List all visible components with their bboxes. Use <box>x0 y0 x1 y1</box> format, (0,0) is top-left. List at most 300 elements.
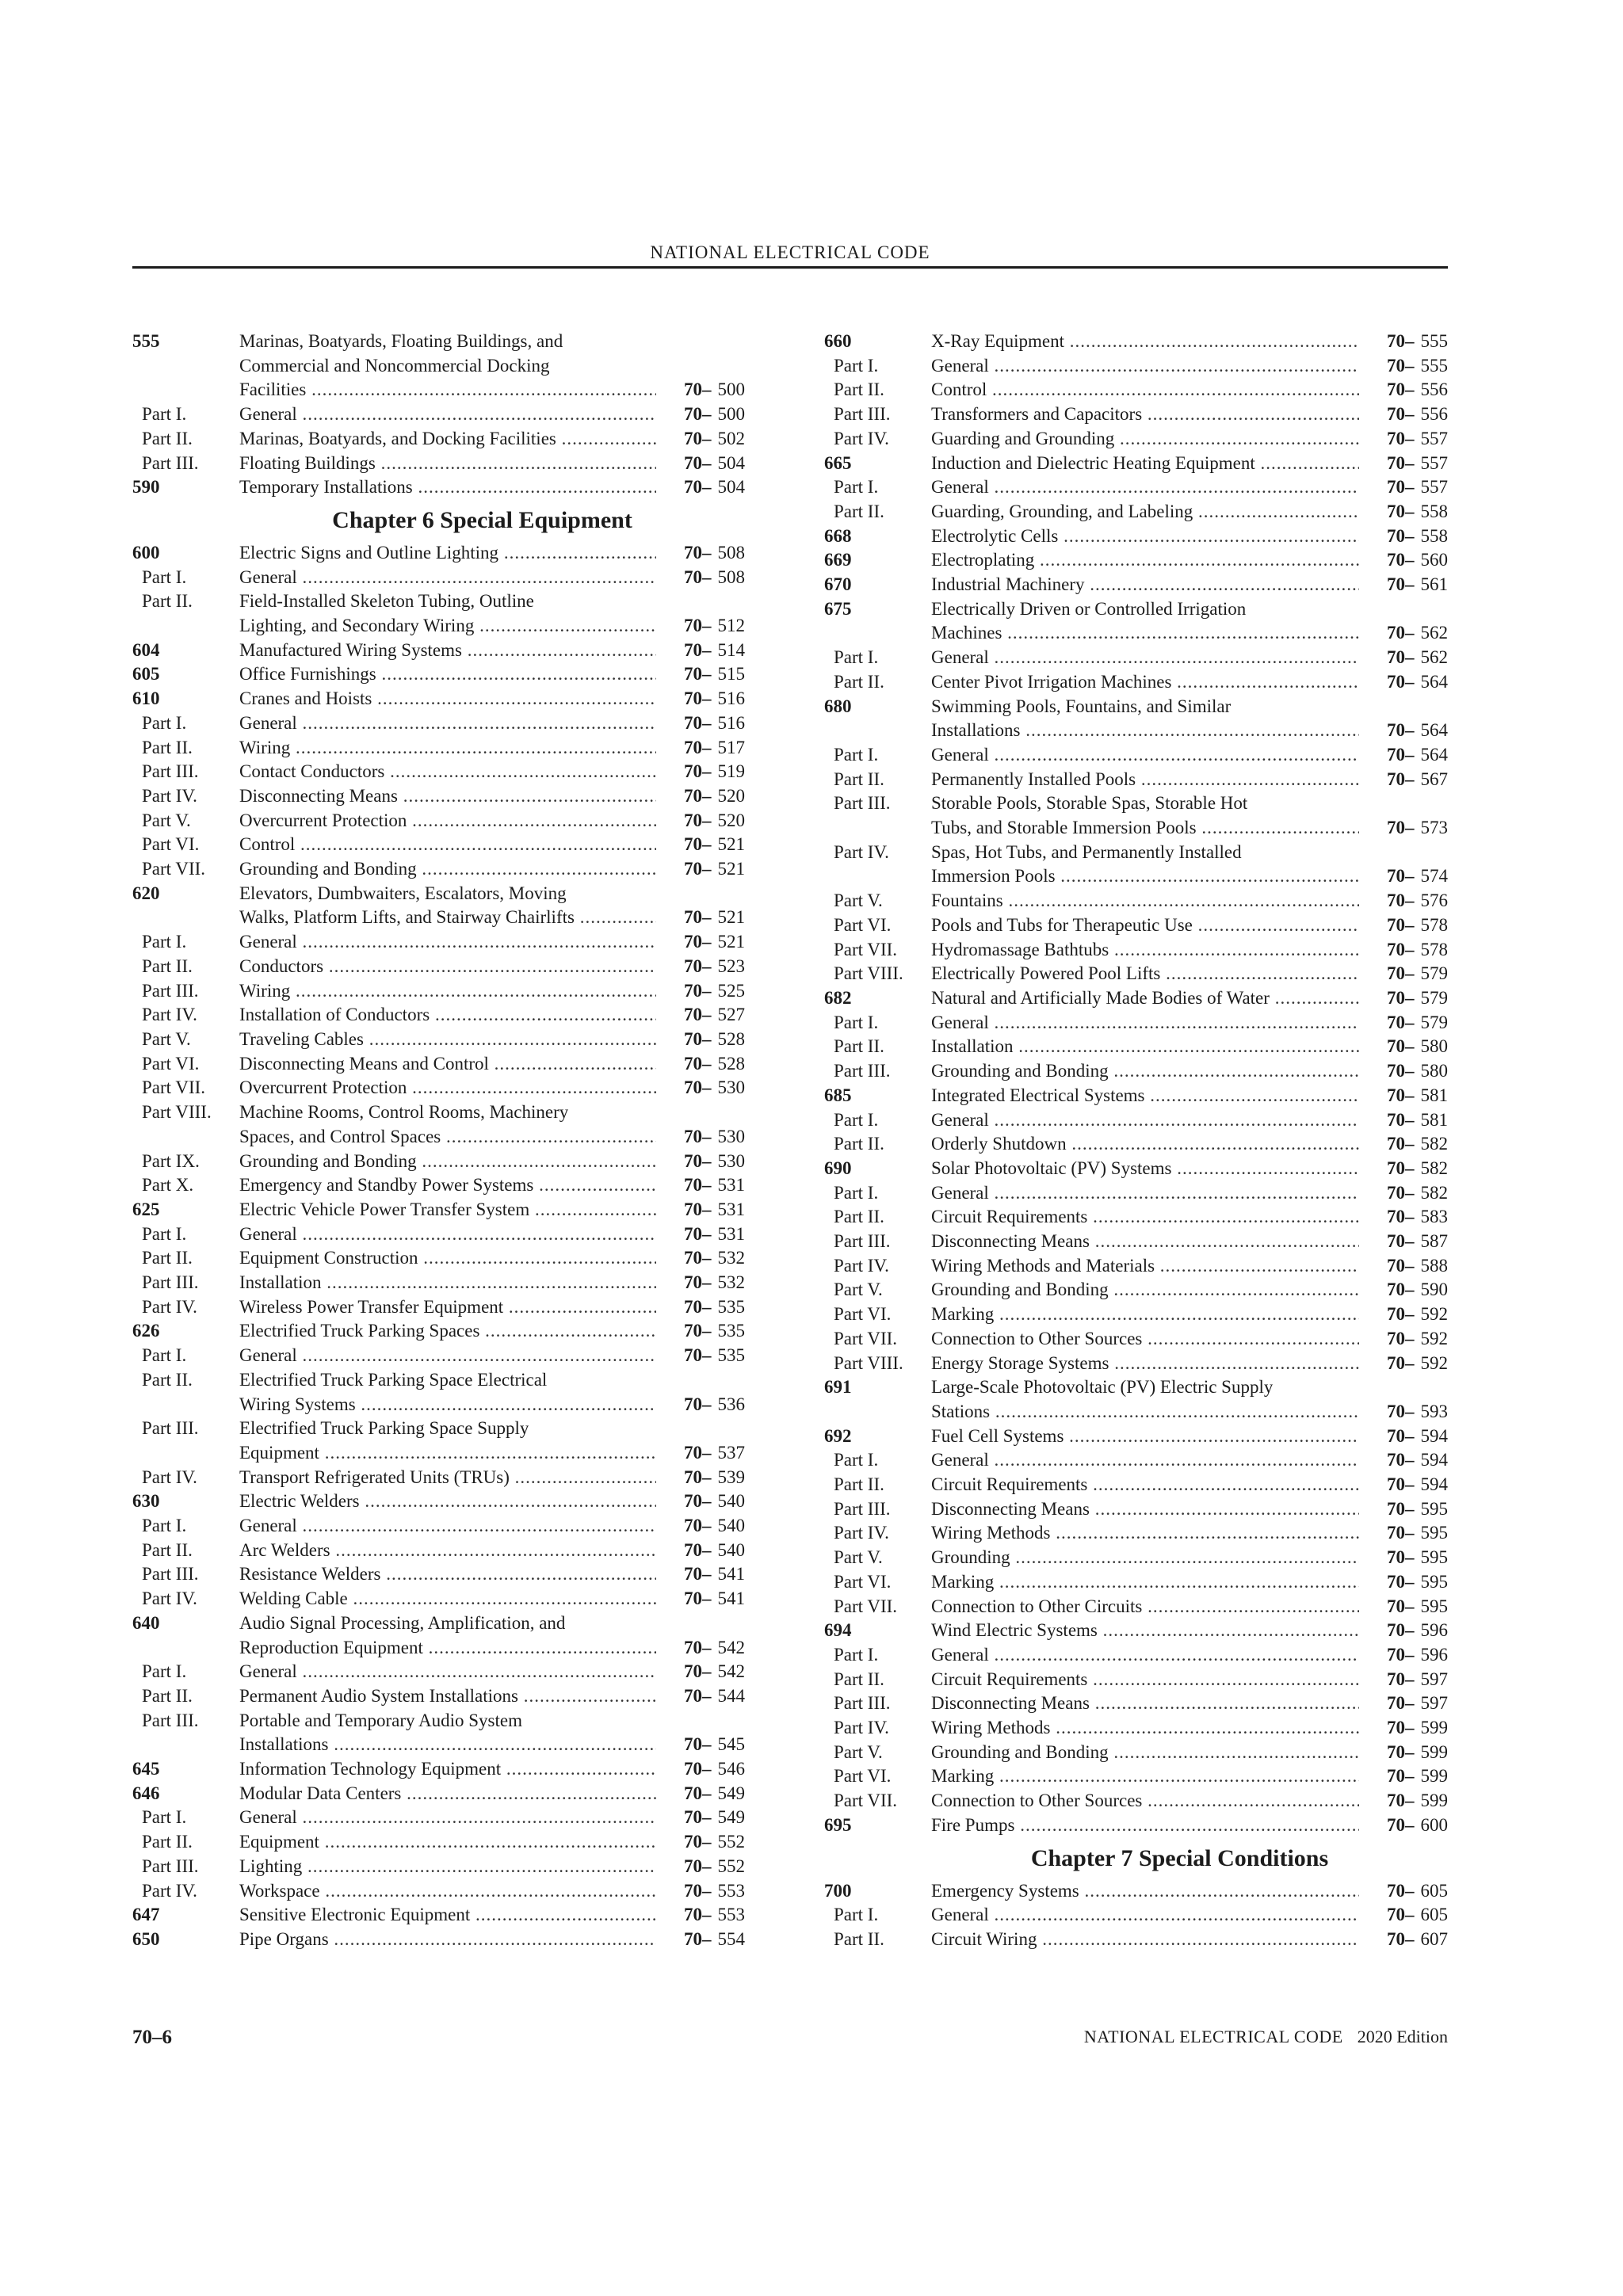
page-number-value: 500 <box>717 379 745 400</box>
part-number: Part II. <box>142 591 193 612</box>
entry-title-line <box>931 548 1448 573</box>
page-number-value: 516 <box>717 688 745 709</box>
page-reference <box>656 1782 745 1806</box>
page-number-value: 557 <box>1420 452 1448 473</box>
toc-part-entry[interactable] <box>824 938 1448 963</box>
entry-title-text: Elevators, Dumbwaiters, Escalators, Moving <box>239 883 567 903</box>
toc-article-entry[interactable] <box>824 695 1448 743</box>
part-number: Part V. <box>834 1280 883 1300</box>
entry-body <box>931 913 1448 938</box>
page-reference <box>1359 500 1448 524</box>
toc-part-entry[interactable] <box>132 1246 745 1271</box>
entry-title-line <box>931 1278 1448 1302</box>
entry-title-line <box>239 1076 745 1100</box>
article-number: 590 <box>132 477 160 498</box>
entry-title-line <box>239 566 745 590</box>
entry-title-text: Connection to Other Sources ..... <box>931 1327 1359 1352</box>
toc-part-entry[interactable] <box>132 1514 745 1539</box>
toc-article-entry[interactable] <box>132 639 745 663</box>
page-reference <box>1359 986 1448 1011</box>
page-reference <box>656 1150 745 1174</box>
toc-part-entry[interactable] <box>824 889 1448 913</box>
entry-title-text: Electrically Powered Pool Lifts ..... <box>931 962 1359 986</box>
entry-body <box>931 1595 1448 1619</box>
toc-part-entry[interactable] <box>824 1181 1448 1206</box>
entry-body <box>239 979 745 1004</box>
entry-title-line <box>239 1611 745 1636</box>
part-number: Part I. <box>142 1807 187 1828</box>
toc-article-entry[interactable] <box>824 1879 1448 1904</box>
page-number-value: 555 <box>1420 331 1448 351</box>
toc-part-entry[interactable] <box>824 670 1448 695</box>
toc-article-entry[interactable] <box>824 452 1448 476</box>
toc-article-entry[interactable] <box>824 1084 1448 1108</box>
entry-title-line <box>931 768 1448 792</box>
entry-title-line <box>931 1108 1448 1133</box>
entry-title-line <box>239 1855 745 1879</box>
toc-part-entry[interactable] <box>824 1668 1448 1692</box>
page-prefix: 70– <box>684 428 712 448</box>
page-number-value: 597 <box>1420 1669 1448 1689</box>
entry-body <box>239 1222 745 1247</box>
page-reference <box>656 1198 745 1222</box>
toc-part-entry[interactable] <box>824 1741 1448 1765</box>
toc-part-entry[interactable] <box>132 979 745 1004</box>
toc-article-entry[interactable] <box>132 1903 745 1928</box>
toc-article-entry[interactable] <box>132 882 745 930</box>
page-number-value: 528 <box>717 1028 745 1049</box>
toc-part-entry[interactable] <box>824 354 1448 379</box>
entry-title-text: Wiring Systems ..... <box>239 1393 656 1417</box>
entry-body <box>931 1521 1448 1546</box>
entry-title-text: Sensitive Electronic Equipment ..... <box>239 1903 656 1928</box>
entry-title-text: Disconnecting Means ..... <box>931 1230 1359 1254</box>
toc-part-entry[interactable] <box>824 1302 1448 1327</box>
toc-part-entry[interactable] <box>824 1903 1448 1928</box>
part-number: Part III. <box>834 1498 891 1519</box>
entry-body <box>931 1327 1448 1352</box>
page-reference <box>656 1587 745 1611</box>
toc-part-entry[interactable] <box>824 1570 1448 1595</box>
toc-part-entry[interactable] <box>132 566 745 590</box>
entry-title-line <box>239 1636 745 1661</box>
entry-body <box>239 1806 745 1830</box>
toc-part-entry[interactable] <box>824 1254 1448 1279</box>
entry-title-line <box>239 1587 745 1611</box>
toc-article-entry[interactable] <box>824 1375 1448 1424</box>
page-prefix: 70– <box>1387 1523 1415 1543</box>
toc-article-entry[interactable] <box>132 1782 745 1806</box>
toc-part-entry[interactable] <box>132 1587 745 1611</box>
entry-title-text: Circuit Requirements ..... <box>931 1473 1359 1497</box>
page-prefix: 70– <box>684 1516 712 1536</box>
toc-article-entry[interactable] <box>824 548 1448 573</box>
toc-part-entry[interactable] <box>132 1562 745 1587</box>
toc-part-entry[interactable] <box>132 1028 745 1052</box>
toc-part-entry[interactable] <box>824 1059 1448 1084</box>
entry-body <box>239 809 745 833</box>
toc-part-entry[interactable] <box>132 1684 745 1709</box>
page-number-value: 544 <box>717 1685 745 1706</box>
page-reference <box>656 475 745 500</box>
toc-part-entry[interactable] <box>132 1368 745 1417</box>
toc-part-entry[interactable] <box>824 1473 1448 1497</box>
page-reference <box>1359 743 1448 768</box>
toc-part-entry[interactable] <box>824 1789 1448 1814</box>
part-number: Part II. <box>142 737 193 757</box>
entry-title-line <box>931 1716 1448 1741</box>
part-number: Part I. <box>142 1516 187 1536</box>
page-number-value: 530 <box>717 1150 745 1171</box>
page-reference <box>656 1879 745 1904</box>
toc-part-entry[interactable] <box>824 1230 1448 1254</box>
toc-part-entry[interactable] <box>824 743 1448 768</box>
page-prefix: 70– <box>684 1564 712 1585</box>
toc-article-entry[interactable] <box>824 330 1448 354</box>
toc-article-entry[interactable] <box>132 1489 745 1514</box>
page-number-value: 574 <box>1420 866 1448 887</box>
entry-title-line <box>931 1254 1448 1279</box>
toc-part-entry[interactable] <box>824 1546 1448 1570</box>
toc-part-entry[interactable] <box>132 1100 745 1149</box>
toc-article-entry[interactable] <box>132 1198 745 1222</box>
page-number-value: 592 <box>1420 1328 1448 1348</box>
entry-title-text: General ..... <box>931 1011 1359 1035</box>
entry-title-text: Wiring Methods and Materials ..... <box>931 1254 1359 1279</box>
toc-part-entry[interactable] <box>132 1806 745 1830</box>
page-number-value: 530 <box>717 1077 745 1098</box>
toc-article-entry[interactable] <box>824 573 1448 597</box>
entry-title-text: General ..... <box>239 930 656 955</box>
entry-title-line <box>239 1100 745 1125</box>
page-reference <box>1359 1814 1448 1838</box>
toc-part-entry[interactable] <box>824 646 1448 670</box>
toc-part-entry[interactable] <box>132 1709 745 1757</box>
page-reference <box>1359 1132 1448 1157</box>
entry-title-line <box>931 1205 1448 1230</box>
toc-article-entry[interactable] <box>824 986 1448 1011</box>
page-reference <box>1359 1035 1448 1059</box>
page-reference <box>1359 1741 1448 1765</box>
page-number-value: 555 <box>1420 355 1448 376</box>
entry-title-text: Arc Welders ..... <box>239 1539 656 1563</box>
part-number: Part II. <box>834 379 884 400</box>
page-number-value: 582 <box>1420 1182 1448 1203</box>
entry-title-line <box>239 1150 745 1174</box>
page-prefix: 70– <box>684 834 712 855</box>
entry-body <box>931 1879 1448 1904</box>
entry-title-line <box>931 719 1448 743</box>
page-prefix: 70– <box>684 1223 712 1244</box>
page-reference <box>1359 1278 1448 1302</box>
toc-article-entry[interactable] <box>132 1757 745 1782</box>
toc-part-entry[interactable] <box>132 1417 745 1465</box>
page-prefix: 70– <box>684 404 712 425</box>
article-number: 695 <box>824 1814 852 1835</box>
page-prefix: 70– <box>1387 1766 1415 1787</box>
entry-body <box>239 639 745 663</box>
toc-article-entry[interactable] <box>132 662 745 687</box>
page-reference <box>656 1222 745 1247</box>
page-number-value: 521 <box>717 932 745 952</box>
entry-title-text: General ..... <box>239 1222 656 1247</box>
toc-part-entry[interactable] <box>824 1521 1448 1546</box>
page-prefix: 70– <box>684 379 712 400</box>
entry-title-line <box>239 475 745 500</box>
entry-title-line <box>239 1417 745 1441</box>
toc-part-entry[interactable] <box>824 1278 1448 1302</box>
toc-part-entry[interactable] <box>132 1660 745 1684</box>
toc-article-entry[interactable] <box>132 1319 745 1344</box>
entry-body <box>931 1230 1448 1254</box>
page-prefix: 70– <box>1387 1401 1415 1421</box>
entry-title-text: General ..... <box>239 1806 656 1830</box>
toc-part-entry[interactable] <box>824 378 1448 402</box>
toc-article-entry[interactable] <box>824 597 1448 646</box>
toc-part-entry[interactable] <box>132 784 745 809</box>
article-number: 647 <box>132 1905 160 1925</box>
page-number-value: 521 <box>717 859 745 879</box>
entry-title-text: General ..... <box>239 402 656 427</box>
entry-body <box>239 1562 745 1587</box>
toc-part-entry[interactable] <box>824 1448 1448 1473</box>
entry-title-line <box>931 841 1448 865</box>
entry-body <box>931 475 1448 500</box>
entry-title-line <box>931 986 1448 1011</box>
page-number-value: 535 <box>717 1345 745 1366</box>
part-number: Part IV. <box>834 841 889 862</box>
entry-title-line <box>931 1132 1448 1157</box>
page-prefix: 70– <box>1387 769 1415 789</box>
toc-part-entry[interactable] <box>132 1830 745 1855</box>
part-number: Part II. <box>142 955 193 976</box>
page-number-value: 600 <box>1420 1814 1448 1835</box>
page-reference <box>1359 1425 1448 1449</box>
page-prefix: 70– <box>684 542 712 563</box>
entry-body <box>931 1425 1448 1449</box>
toc-part-entry[interactable] <box>132 1344 745 1368</box>
page-number-value: 579 <box>1420 963 1448 984</box>
page-number-value: 592 <box>1420 1304 1448 1325</box>
page-prefix: 70– <box>684 1077 712 1098</box>
page-number-value: 542 <box>717 1661 745 1682</box>
entry-body <box>931 768 1448 792</box>
page-prefix: 70– <box>684 859 712 879</box>
part-number: Part IV. <box>834 1255 889 1276</box>
toc-article-entry[interactable] <box>132 687 745 711</box>
toc-part-entry[interactable] <box>824 402 1448 427</box>
page-prefix: 70– <box>1387 1693 1415 1714</box>
page-reference <box>1359 427 1448 452</box>
page-reference <box>656 1319 745 1344</box>
part-number: Part VII. <box>834 939 898 959</box>
toc-part-entry[interactable] <box>132 1271 745 1295</box>
toc-part-entry[interactable] <box>824 768 1448 792</box>
toc-part-entry[interactable] <box>132 1295 745 1320</box>
toc-part-entry[interactable] <box>132 589 745 638</box>
page-prefix: 70– <box>1387 331 1415 351</box>
toc-part-entry[interactable] <box>132 452 745 476</box>
toc-part-entry[interactable] <box>824 1691 1448 1716</box>
part-number: Part II. <box>142 1248 193 1268</box>
entry-title-line <box>239 541 745 566</box>
page-reference <box>1359 1352 1448 1376</box>
article-number: 620 <box>132 883 160 903</box>
page-number-value: 552 <box>717 1832 745 1852</box>
toc-part-entry[interactable] <box>132 1539 745 1563</box>
part-number: Part III. <box>142 980 199 1001</box>
page-number-value: 540 <box>717 1491 745 1512</box>
entry-body <box>239 930 745 955</box>
toc-part-entry[interactable] <box>824 1108 1448 1133</box>
entry-title-line <box>931 1595 1448 1619</box>
entry-body <box>931 1546 1448 1570</box>
toc-article-entry[interactable] <box>132 541 745 566</box>
toc-part-entry[interactable] <box>132 809 745 833</box>
page-prefix: 70– <box>684 1150 712 1171</box>
part-number: Part VII. <box>834 1596 898 1616</box>
page-reference <box>656 1003 745 1028</box>
entry-title-text: Electroplating ..... <box>931 548 1359 573</box>
entry-body <box>931 378 1448 402</box>
toc-part-entry[interactable] <box>824 1764 1448 1789</box>
toc-part-entry[interactable] <box>132 1003 745 1028</box>
toc-article-entry[interactable] <box>824 1814 1448 1838</box>
toc-part-entry[interactable] <box>132 1173 745 1198</box>
toc-part-entry[interactable] <box>132 833 745 857</box>
entry-title-line <box>931 1035 1448 1059</box>
part-number: Part I. <box>834 477 879 498</box>
entry-title-text: Disconnecting Means and Control ..... <box>239 1052 656 1077</box>
entry-body <box>931 1254 1448 1279</box>
toc-part-entry[interactable] <box>132 402 745 427</box>
entry-title-line <box>931 524 1448 549</box>
footer-code-name: NATIONAL ELECTRICAL CODE <box>1083 2027 1343 2046</box>
page-number-value: 531 <box>717 1223 745 1244</box>
entry-title-line <box>239 1660 745 1684</box>
page-reference <box>656 809 745 833</box>
entry-title-line <box>931 1764 1448 1789</box>
toc-article-entry[interactable] <box>824 524 1448 549</box>
toc-part-entry[interactable] <box>132 1855 745 1879</box>
page-number-value: 564 <box>1420 744 1448 765</box>
page-reference <box>656 662 745 687</box>
toc-part-entry[interactable] <box>132 857 745 882</box>
toc-part-entry[interactable] <box>132 1076 745 1100</box>
toc-part-entry[interactable] <box>132 1466 745 1490</box>
toc-part-entry[interactable] <box>824 1595 1448 1619</box>
entry-body <box>931 1903 1448 1928</box>
page-number-value: 536 <box>717 1394 745 1414</box>
toc-part-entry[interactable] <box>132 955 745 979</box>
page-reference <box>1359 1254 1448 1279</box>
entry-title-text: Fuel Cell Systems ..... <box>931 1425 1359 1449</box>
toc-part-entry[interactable] <box>824 475 1448 500</box>
page-reference <box>656 1855 745 1879</box>
page-prefix: 70– <box>1387 1207 1415 1227</box>
toc-part-entry[interactable] <box>824 913 1448 938</box>
page-reference <box>656 378 745 402</box>
entry-title-line <box>239 930 745 955</box>
toc-part-entry[interactable] <box>824 1928 1448 1952</box>
toc-article-entry[interactable] <box>132 330 745 402</box>
entry-title-text: Office Furnishings ..... <box>239 662 656 687</box>
toc-part-entry[interactable] <box>824 841 1448 889</box>
toc-part-entry[interactable] <box>824 1011 1448 1035</box>
page-reference <box>656 1344 745 1368</box>
page-prefix: 70– <box>1387 574 1415 595</box>
entry-title-text: General ..... <box>239 711 656 736</box>
toc-part-entry[interactable] <box>824 962 1448 986</box>
entry-body <box>931 427 1448 452</box>
toc-part-entry[interactable] <box>132 760 745 784</box>
entry-title-text: Grounding ..... <box>931 1546 1359 1570</box>
entry-title-text: Industrial Machinery ..... <box>931 573 1359 597</box>
entry-title-text: Installations ..... <box>239 1733 656 1757</box>
page-reference <box>1359 1570 1448 1595</box>
part-number: Part III. <box>834 1061 891 1081</box>
toc-part-entry[interactable] <box>824 427 1448 452</box>
toc-part-entry[interactable] <box>132 1052 745 1077</box>
toc-part-entry[interactable] <box>824 791 1448 840</box>
toc-article-entry[interactable] <box>132 1928 745 1952</box>
part-number: Part III. <box>142 1710 199 1730</box>
toc-article-entry[interactable] <box>132 1611 745 1660</box>
page-prefix: 70– <box>684 1248 712 1268</box>
entry-title-text: Machine Rooms, Control Rooms, Machinery <box>239 1102 569 1123</box>
toc-part-entry[interactable] <box>824 1352 1448 1376</box>
toc-part-entry[interactable] <box>824 1132 1448 1157</box>
page-prefix: 70– <box>684 1832 712 1852</box>
toc-article-entry[interactable] <box>824 1157 1448 1181</box>
toc-part-entry[interactable] <box>824 1716 1448 1741</box>
toc-part-entry[interactable] <box>132 1150 745 1174</box>
entry-title-line <box>931 743 1448 768</box>
page-number-value: 556 <box>1420 404 1448 425</box>
entry-title-line <box>931 1181 1448 1206</box>
page-prefix: 70– <box>684 1491 712 1512</box>
entry-body <box>931 573 1448 597</box>
entry-title-text: Orderly Shutdown ..... <box>931 1132 1359 1157</box>
page-reference <box>656 833 745 857</box>
toc-part-entry[interactable] <box>824 1497 1448 1522</box>
toc-article-entry[interactable] <box>824 1619 1448 1643</box>
entry-body <box>931 791 1448 840</box>
page-number-value: 552 <box>717 1855 745 1876</box>
toc-part-entry[interactable] <box>824 1035 1448 1059</box>
page-prefix: 70– <box>684 907 712 928</box>
toc-article-entry[interactable] <box>132 475 745 500</box>
toc-part-entry[interactable] <box>132 1222 745 1247</box>
toc-part-entry[interactable] <box>824 500 1448 524</box>
toc-part-entry[interactable] <box>824 1205 1448 1230</box>
toc-part-entry[interactable] <box>132 711 745 736</box>
toc-part-entry[interactable] <box>132 736 745 761</box>
toc-part-entry[interactable] <box>132 1879 745 1904</box>
toc-part-entry[interactable] <box>132 930 745 955</box>
page-prefix: 70– <box>1387 355 1415 376</box>
entry-title-text: Wiring ..... <box>239 979 656 1004</box>
entry-title-text: Information Technology Equipment ..... <box>239 1757 656 1782</box>
page-number-value: 520 <box>717 810 745 830</box>
toc-part-entry[interactable] <box>824 1327 1448 1352</box>
article-number: 650 <box>132 1929 160 1949</box>
toc-article-entry[interactable] <box>824 1425 1448 1449</box>
toc-part-entry[interactable] <box>132 427 745 452</box>
toc-part-entry[interactable] <box>824 1643 1448 1668</box>
page-number-value: 556 <box>1420 379 1448 400</box>
part-number: Part II. <box>834 769 884 789</box>
